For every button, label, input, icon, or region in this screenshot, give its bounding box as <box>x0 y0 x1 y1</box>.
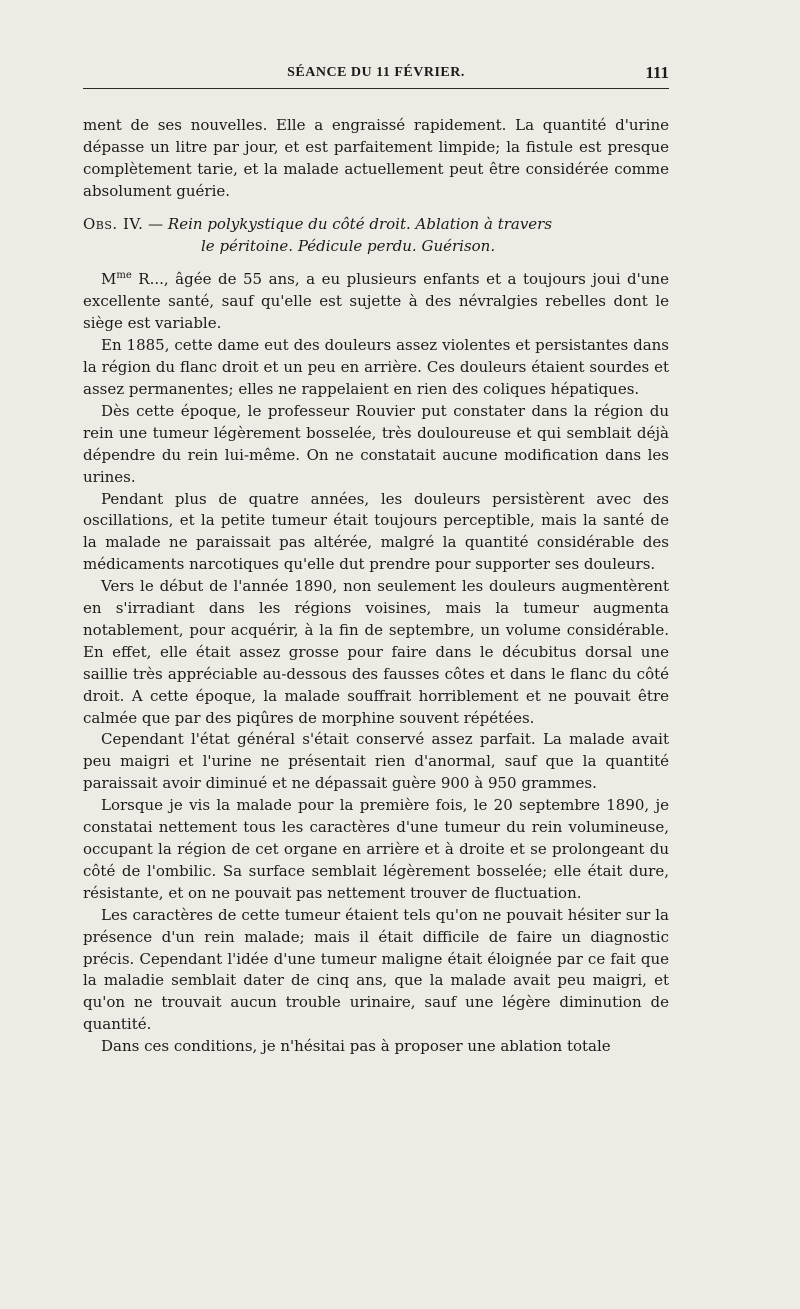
observation-dash: — <box>148 214 164 233</box>
paragraph-patient-intro <box>83 269 669 335</box>
paragraph: Dès cette époque, le professeur Rouvier put constater dans la région du rein une tumeur légèrement bosselée, très douloureuse et qui semblait déjà dépendre du rein lui-même. On ne constatait aucune modification dans les urines. <box>83 401 669 486</box>
patient-prefix: M <box>101 270 117 289</box>
body-text <box>83 115 669 1058</box>
running-head: SÉANCE DU 11 FÉVRIER. <box>287 65 465 80</box>
paragraph: Lorsque je vis la malade pour la première fois, le 20 septembre 1890, je constatai nettement tous les caractères d'une tumeur du rein volumineuse, occupant la région de cet organe en arrière et à droite et se prolongeant du côté de l'ombilic. Sa surface semblait légèrement bosselée; elle était dure, résistante, et on ne pouvait pas nettement trouver de fluctuation. <box>83 796 669 902</box>
paragraph: Vers le début de l'année 1890, non seulement les douleurs augmentèrent en s'irradiant dans les régions voisines, mais la tumeur augmenta notablement, pour acquérir, à la fin de septembre, un volume considérable. En effet, elle était assez grosse pour faire dans le décubitus dorsal une saillie très appréciable au-dessous des fausses côtes et dans le flanc du côté droit. A cette époque, la malade souffrait horriblement et ne pouvait être calmée que par des piqûres de morphine souvent répétées. <box>83 577 669 727</box>
observation-heading <box>83 214 669 258</box>
paragraph: Cependant l'état général s'était conservé assez parfait. La malade avait peu maigri et l'urine ne présentait rien d'anormal, sauf que la quantité paraissait avoir diminué et ne dépassait guère 900 à 950 grammes. <box>83 730 669 793</box>
patient-prefix-sup: me <box>116 270 132 282</box>
paragraph: Les caractères de cette tumeur étaient tels qu'on ne pouvait hésiter sur la présence d'un rein malade; mais il était difficile de faire un diagnostic précis. Cependant l'idée d'une tumeur maligne était éloignée par ce fait que la maladie semblait dater de cinq ans, que la malade avait peu maigri, et qu'on ne trouvait aucun trouble urinaire, sauf une légère diminution de quantité. <box>83 905 669 1034</box>
paragraph: Dans ces conditions, je n'hésitai pas à proposer une ablation totale <box>101 1037 611 1056</box>
paragraph: Pendant plus de quatre années, les douleurs persistèrent avec des oscillations, et la petite tumeur était toujours perceptible, mais la santé de la malade ne paraissait pas altérée, malgré la quantité considérable des médicaments narcotiques qu'elle dut prendre pour supporter ses douleurs. <box>83 489 669 574</box>
page-header <box>83 64 669 89</box>
paragraph-text: R..., âgée de 55 ans, a eu plusieurs enfants et a toujours joui d'une excellente santé, sauf qu'elle est sujette à des névralgies rebelles dont le siège est variable. <box>83 270 669 333</box>
paragraph: En 1885, cette dame eut des douleurs assez violentes et persistantes dans la région du flanc droit et un peu en arrière. Ces douleurs étaient sourdes et assez permanentes; elles ne rappelaient en rien des coliques hépatiques. <box>83 336 669 398</box>
observation-label: Obs. IV. <box>83 214 144 233</box>
paragraph: ment de ses nouvelles. Elle a engraissé rapidement. La quantité d'urine dépasse un litre par jour, et est parfaitement limpide; la fistule est presque complètement tarie, et la malade actuellement peut être considérée comme absolument guérie. <box>83 116 669 200</box>
observation-title-line-2: le péritoine. Pédicule perdu. Guérison. <box>201 236 496 255</box>
page-number: 111 <box>645 63 669 82</box>
observation-title-line-1: Rein polykystique du côté droit. Ablation à travers <box>167 214 553 233</box>
